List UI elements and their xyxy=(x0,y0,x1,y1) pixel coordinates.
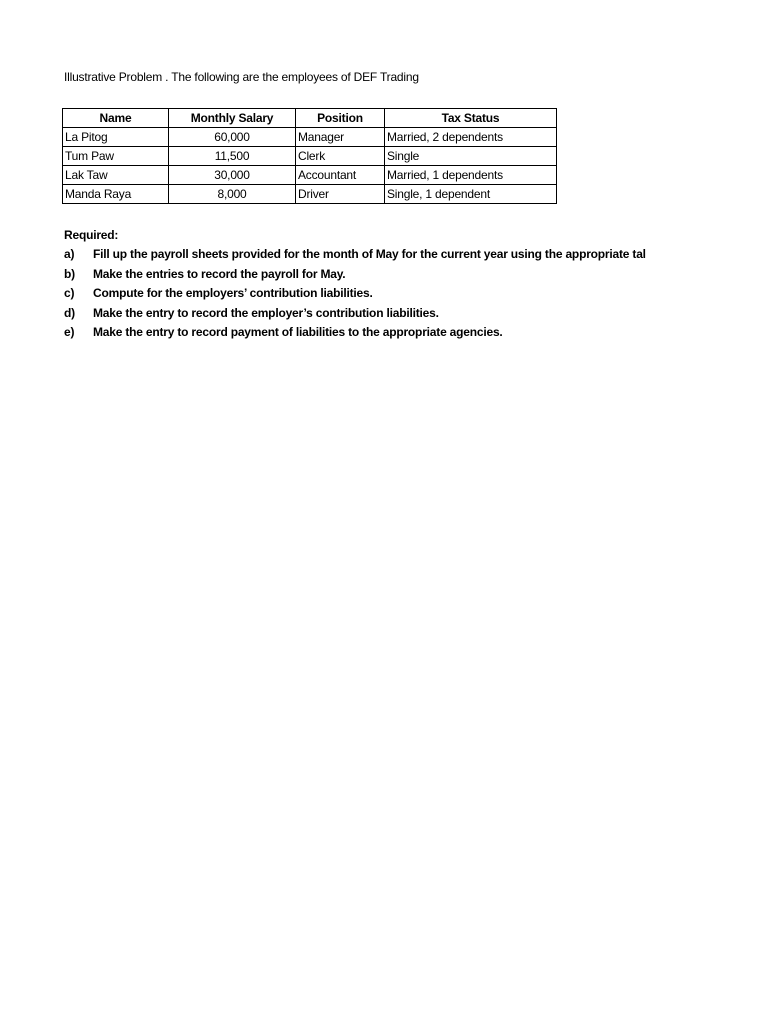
cell-position: Accountant xyxy=(296,166,385,185)
problem-intro: Illustrative Problem . The following are the employees of DEF Trading xyxy=(64,70,419,84)
cell-position: Manager xyxy=(296,128,385,147)
required-item-letter: e) xyxy=(64,325,75,339)
header-monthly-salary: Monthly Salary xyxy=(169,109,296,128)
required-item xyxy=(64,323,684,343)
required-section xyxy=(64,226,684,343)
cell-name: Tum Paw xyxy=(63,147,169,166)
required-item-letter: a) xyxy=(64,247,75,261)
required-item xyxy=(64,304,684,324)
required-item xyxy=(64,245,684,265)
cell-tax-status: Married, 1 dependents xyxy=(385,166,557,185)
required-item-text: Make the entries to record the payroll for May. xyxy=(93,266,346,281)
required-item-text: Compute for the employers’ contribution liabilities. xyxy=(93,286,373,300)
cell-salary: 8,000 xyxy=(169,185,296,204)
cell-salary: 30,000 xyxy=(169,166,296,185)
required-item xyxy=(64,265,684,285)
table-row xyxy=(63,147,557,166)
header-name: Name xyxy=(63,109,169,128)
header-position: Position xyxy=(296,109,385,128)
cell-salary: 60,000 xyxy=(169,128,296,147)
required-item xyxy=(64,284,684,304)
employees-table xyxy=(62,108,557,204)
required-heading: Required: xyxy=(64,228,119,242)
cell-tax-status: Single xyxy=(385,147,557,166)
required-item-text: Make the entry to record payment of liabilities to the appropriate agencies. xyxy=(93,325,503,339)
required-item-letter: c) xyxy=(64,286,75,300)
table-row xyxy=(63,128,557,147)
table-header-row xyxy=(63,109,557,128)
required-item-letter: b) xyxy=(64,266,75,281)
cell-name: La Pitog xyxy=(63,128,169,147)
cell-name: Lak Taw xyxy=(63,166,169,185)
cell-position: Clerk xyxy=(296,147,385,166)
cell-salary: 11,500 xyxy=(169,147,296,166)
table-row xyxy=(63,185,557,204)
table-row xyxy=(63,166,557,185)
cell-name: Manda Raya xyxy=(63,185,169,204)
cell-tax-status: Single, 1 dependent xyxy=(385,185,557,204)
cell-tax-status: Married, 2 dependents xyxy=(385,128,557,147)
required-item-letter: d) xyxy=(64,305,75,320)
header-tax-status: Tax Status xyxy=(385,109,557,128)
required-item-text: Make the entry to record the employer’s contribution liabilities. xyxy=(93,305,439,320)
required-item-text: Fill up the payroll sheets provided for the month of May for the current year using the appropriate tal xyxy=(93,247,646,261)
cell-position: Driver xyxy=(296,185,385,204)
